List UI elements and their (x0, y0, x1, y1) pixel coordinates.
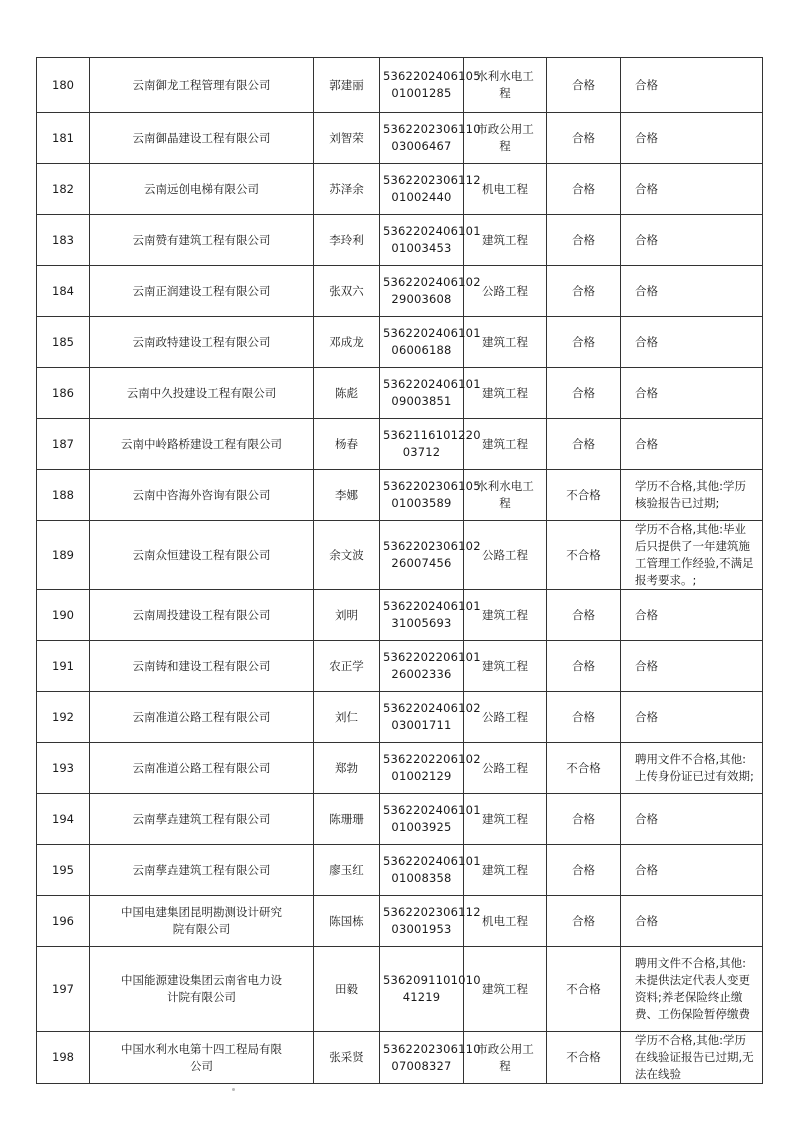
seq-cell: 188 (37, 470, 90, 521)
company-cell: 云南中久投建设工程有限公司 (90, 368, 314, 419)
table-row (37, 164, 763, 215)
review-result-cell: 合格 (547, 317, 621, 368)
table-row (37, 368, 763, 419)
seq-cell: 195 (37, 845, 90, 896)
seq-cell: 193 (37, 743, 90, 794)
remark-cell: 学历不合格,其他:学历在线验证报告已过期,无法在线验 (621, 1032, 763, 1084)
company-cell: 云南远创电梯有限公司 (90, 164, 314, 215)
review-result-cell: 合格 (547, 113, 621, 164)
certificate-number-cell: 5362202206101 26002336 (380, 641, 464, 692)
major-cell: 建筑工程 (464, 794, 547, 845)
major-cell: 公路工程 (464, 266, 547, 317)
company-cell: 云南御晶建设工程有限公司 (90, 113, 314, 164)
certificate-number-cell: 5362202306112 01002440 (380, 164, 464, 215)
review-result-cell: 合格 (547, 845, 621, 896)
seq-cell: 197 (37, 947, 90, 1032)
remark-cell: 合格 (621, 58, 763, 113)
table-row (37, 1032, 763, 1084)
person-name-cell: 陈国栋 (314, 896, 380, 947)
review-result-cell: 合格 (547, 794, 621, 845)
certificate-number-cell: 5362202306110 03006467 (380, 113, 464, 164)
major-cell: 机电工程 (464, 896, 547, 947)
company-cell: 云南御龙工程管理有限公司 (90, 58, 314, 113)
table-row (37, 794, 763, 845)
seq-cell: 181 (37, 113, 90, 164)
major-cell: 公路工程 (464, 743, 547, 794)
seq-cell: 191 (37, 641, 90, 692)
seq-cell: 184 (37, 266, 90, 317)
company-cell: 云南政特建设工程有限公司 (90, 317, 314, 368)
remark-cell: 合格 (621, 164, 763, 215)
table-row (37, 113, 763, 164)
remark-cell: 合格 (621, 419, 763, 470)
seq-cell: 194 (37, 794, 90, 845)
review-result-cell: 不合格 (547, 1032, 621, 1084)
certificate-number-cell: 5362202306112 03001953 (380, 896, 464, 947)
person-name-cell: 张双六 (314, 266, 380, 317)
person-name-cell: 陈彪 (314, 368, 380, 419)
table-row (37, 58, 763, 113)
table-row (37, 419, 763, 470)
review-result-cell: 合格 (547, 58, 621, 113)
remark-cell: 合格 (621, 896, 763, 947)
company-cell: 中国电建集团昆明勘测设计研究 院有限公司 (90, 896, 314, 947)
company-cell: 云南孶垚建筑工程有限公司 (90, 845, 314, 896)
review-result-cell: 合格 (547, 692, 621, 743)
major-cell: 建筑工程 (464, 215, 547, 266)
table-row (37, 641, 763, 692)
certificate-number-cell: 5362202406102 03001711 (380, 692, 464, 743)
review-result-cell: 合格 (547, 368, 621, 419)
review-result-cell: 不合格 (547, 743, 621, 794)
person-name-cell: 邓成龙 (314, 317, 380, 368)
review-result-cell: 合格 (547, 419, 621, 470)
remark-cell: 合格 (621, 215, 763, 266)
major-cell: 建筑工程 (464, 641, 547, 692)
review-result-cell: 合格 (547, 896, 621, 947)
person-name-cell: 郭建丽 (314, 58, 380, 113)
certificate-number-cell: 5362202406101 06006188 (380, 317, 464, 368)
certificate-number-cell: 5362202306110 07008327 (380, 1032, 464, 1084)
remark-cell: 合格 (621, 113, 763, 164)
person-name-cell: 廖玉红 (314, 845, 380, 896)
certificate-number-cell: 5362202406101 01003453 (380, 215, 464, 266)
seq-cell: 187 (37, 419, 90, 470)
seq-cell: 189 (37, 521, 90, 590)
table-row (37, 317, 763, 368)
remark-cell: 合格 (621, 845, 763, 896)
person-name-cell: 郑勃 (314, 743, 380, 794)
seq-cell: 192 (37, 692, 90, 743)
review-result-cell: 不合格 (547, 947, 621, 1032)
major-cell: 公路工程 (464, 521, 547, 590)
certificate-number-cell: 5362202406105 01001285 (380, 58, 464, 113)
certificate-number-cell: 5362202406101 01003925 (380, 794, 464, 845)
major-cell: 建筑工程 (464, 845, 547, 896)
company-cell: 云南准道公路工程有限公司 (90, 692, 314, 743)
person-name-cell: 李玲利 (314, 215, 380, 266)
major-cell: 水利水电工 程 (464, 58, 547, 113)
company-cell: 云南正润建设工程有限公司 (90, 266, 314, 317)
review-result-cell: 合格 (547, 641, 621, 692)
person-name-cell: 李娜 (314, 470, 380, 521)
company-cell: 中国水利水电第十四工程局有限 公司 (90, 1032, 314, 1084)
certificate-number-cell: 5362202406101 09003851 (380, 368, 464, 419)
review-result-cell: 合格 (547, 590, 621, 641)
major-cell: 机电工程 (464, 164, 547, 215)
company-cell: 云南铸和建设工程有限公司 (90, 641, 314, 692)
company-cell: 云南中咨海外咨询有限公司 (90, 470, 314, 521)
remark-cell: 合格 (621, 794, 763, 845)
person-name-cell: 刘仁 (314, 692, 380, 743)
person-name-cell: 张采贤 (314, 1032, 380, 1084)
review-result-cell: 合格 (547, 215, 621, 266)
certificate-number-cell: 5362091101010 41219 (380, 947, 464, 1032)
remark-cell: 学历不合格,其他:学历核验报告已过期; (621, 470, 763, 521)
company-cell: 云南赞有建筑工程有限公司 (90, 215, 314, 266)
remark-cell: 合格 (621, 266, 763, 317)
table-row (37, 947, 763, 1032)
certificate-number-cell: 5362202306105 01003589 (380, 470, 464, 521)
company-cell: 云南准道公路工程有限公司 (90, 743, 314, 794)
person-name-cell: 农正学 (314, 641, 380, 692)
company-cell: 云南中岭路桥建设工程有限公司 (90, 419, 314, 470)
table-row (37, 692, 763, 743)
certificate-number-cell: 5362202206102 01002129 (380, 743, 464, 794)
review-result-cell: 合格 (547, 164, 621, 215)
certificate-number-cell: 5362116101220 03712 (380, 419, 464, 470)
person-name-cell: 陈珊珊 (314, 794, 380, 845)
seq-cell: 185 (37, 317, 90, 368)
major-cell: 建筑工程 (464, 419, 547, 470)
seq-cell: 198 (37, 1032, 90, 1084)
company-cell: 云南孶垚建筑工程有限公司 (90, 794, 314, 845)
table-body (37, 58, 763, 1084)
remark-cell: 聘用文件不合格,其他:未提供法定代表人变更资料;养老保险终止缴费、工伤保险暂停缴费 (621, 947, 763, 1032)
remark-cell: 聘用文件不合格,其他:上传身份证已过有效期; (621, 743, 763, 794)
seq-cell: 186 (37, 368, 90, 419)
seq-cell: 190 (37, 590, 90, 641)
table-row (37, 470, 763, 521)
table-row (37, 266, 763, 317)
person-name-cell: 刘智荣 (314, 113, 380, 164)
major-cell: 建筑工程 (464, 368, 547, 419)
company-cell: 云南周投建设工程有限公司 (90, 590, 314, 641)
major-cell: 公路工程 (464, 692, 547, 743)
table-row (37, 590, 763, 641)
remark-cell: 合格 (621, 641, 763, 692)
table-row (37, 896, 763, 947)
certificate-number-cell: 5362202406101 01008358 (380, 845, 464, 896)
review-result-cell: 不合格 (547, 521, 621, 590)
person-name-cell: 杨春 (314, 419, 380, 470)
review-result-cell: 合格 (547, 266, 621, 317)
remark-cell: 合格 (621, 317, 763, 368)
person-name-cell: 余文波 (314, 521, 380, 590)
major-cell: 市政公用工 程 (464, 113, 547, 164)
major-cell: 建筑工程 (464, 947, 547, 1032)
person-name-cell: 田毅 (314, 947, 380, 1032)
review-result-cell: 不合格 (547, 470, 621, 521)
person-name-cell: 苏泽余 (314, 164, 380, 215)
person-name-cell: 刘明 (314, 590, 380, 641)
remark-cell: 合格 (621, 590, 763, 641)
table-row (37, 521, 763, 590)
table-row (37, 845, 763, 896)
company-cell: 云南众恒建设工程有限公司 (90, 521, 314, 590)
table-row (37, 215, 763, 266)
table-row (37, 743, 763, 794)
scan-speck (232, 1088, 235, 1091)
seq-cell: 182 (37, 164, 90, 215)
major-cell: 市政公用工 程 (464, 1032, 547, 1084)
certificate-number-cell: 5362202406101 31005693 (380, 590, 464, 641)
qualification-review-table (36, 57, 763, 1084)
certificate-number-cell: 5362202406102 29003608 (380, 266, 464, 317)
remark-cell: 学历不合格,其他:毕业后只提供了一年建筑施工管理工作经验,不满足报考要求。; (621, 521, 763, 590)
major-cell: 建筑工程 (464, 317, 547, 368)
seq-cell: 183 (37, 215, 90, 266)
certificate-number-cell: 5362202306102 26007456 (380, 521, 464, 590)
company-cell: 中国能源建设集团云南省电力设 计院有限公司 (90, 947, 314, 1032)
seq-cell: 180 (37, 58, 90, 113)
remark-cell: 合格 (621, 692, 763, 743)
seq-cell: 196 (37, 896, 90, 947)
major-cell: 建筑工程 (464, 590, 547, 641)
major-cell: 水利水电工 程 (464, 470, 547, 521)
remark-cell: 合格 (621, 368, 763, 419)
